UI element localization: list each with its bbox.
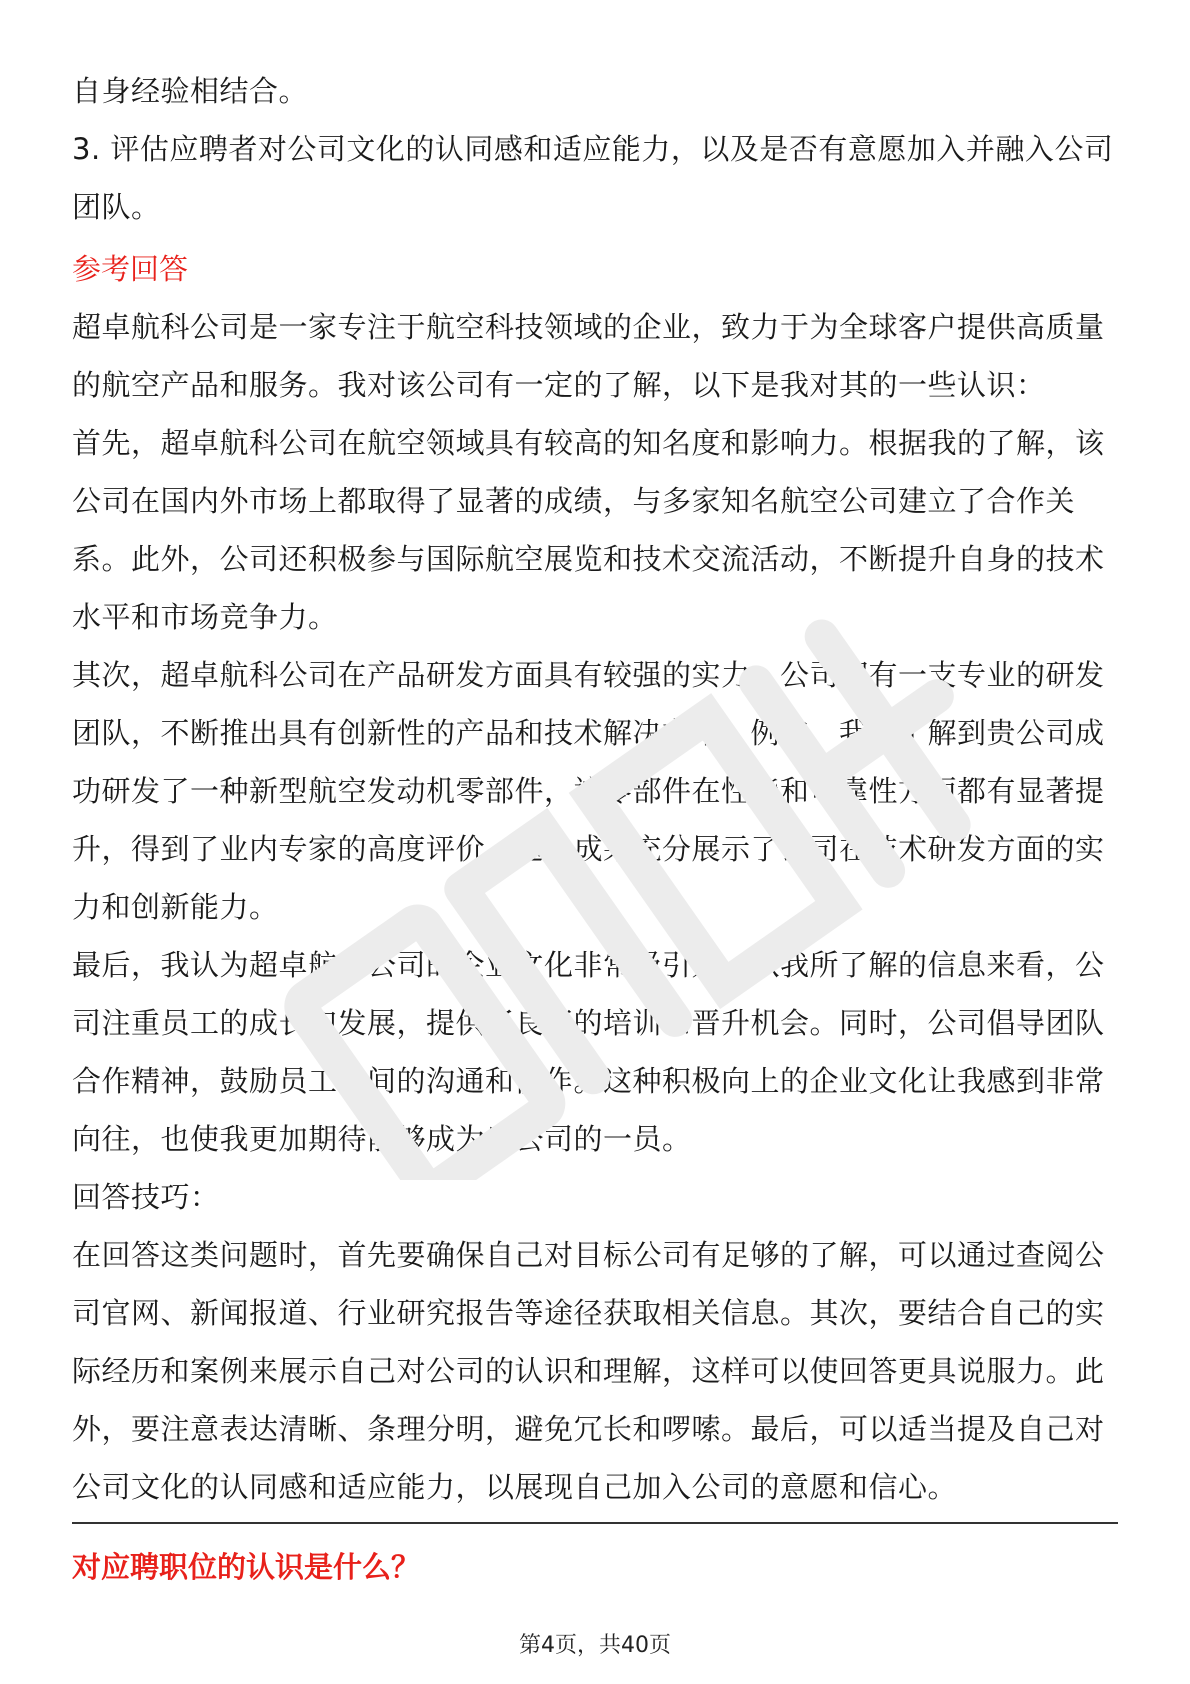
next-question-heading: 对应聘职位的认识是什么？ — [72, 1550, 421, 1584]
document-body — [72, 62, 1118, 1516]
answer-paragraph-second: 其次，超卓航科公司在产品研发方面具有较强的实力。公司拥有一支专业的研发团队，不断推出具有创新性的产品和技术解决方案。例如，我曾了解到贵公司成功研发了一种新型航空发动机零部件，该零部件在性能和可靠性方面都有显著提升，得到了业内专家的高度评价。这一成果充分展示了公司在技术研发方面的实力和创新能力。 — [72, 658, 1105, 924]
answer-paragraph-first: 首先，超卓航科公司在航空领域具有较高的知名度和影响力。根据我的了解，该公司在国内外市场上都取得了显著的成绩，与多家知名航空公司建立了合作关系。此外，公司还积极参与国际航空展览和技术交流活动，不断提升自身的技术水平和市场竞争力。 — [72, 426, 1105, 634]
section-divider — [72, 1522, 1118, 1524]
answer-paragraph-intro: 超卓航科公司是一家专注于航空科技领域的企业，致力于为全球客户提供高质量的航空产品和服务。我对该公司有一定的了解，以下是我对其的一些认识： — [72, 310, 1105, 402]
reference-answer-heading: 参考回答 — [72, 252, 189, 286]
page-footer: 第4页，共40页 — [519, 1633, 671, 1658]
criteria-item-3: 3. 评估应聘者对公司文化的认同感和适应能力，以及是否有意愿加入并融入公司团队。 — [72, 132, 1114, 224]
answer-paragraph-last: 最后，我认为超卓航科公司的企业文化非常吸引人。从我所了解的信息来看，公司注重员工的成长和发展，提供了良好的培训和晋升机会。同时，公司倡导团队合作精神，鼓励员工之间的沟通和协作。这种积极向上的企业文化让我感到非常向往，也使我更加期待能够成为贵公司的一员。 — [72, 948, 1105, 1156]
tips-heading: 回答技巧： — [72, 1180, 220, 1214]
continuation-line: 自身经验相结合。 — [72, 74, 309, 108]
tips-paragraph: 在回答这类问题时，首先要确保自己对目标公司有足够的了解，可以通过查阅公司官网、新闻报道、行业研究报告等途径获取相关信息。其次，要结合自己的实际经历和案例来展示自己对公司的认识和理解，这样可以使回答更具说服力。此外，要注意表达清晰、条理分明，避免冗长和啰嗦。最后，可以适当提及自己对公司文化的认同感和适应能力，以展现自己加入公司的意愿和信心。 — [72, 1238, 1105, 1504]
